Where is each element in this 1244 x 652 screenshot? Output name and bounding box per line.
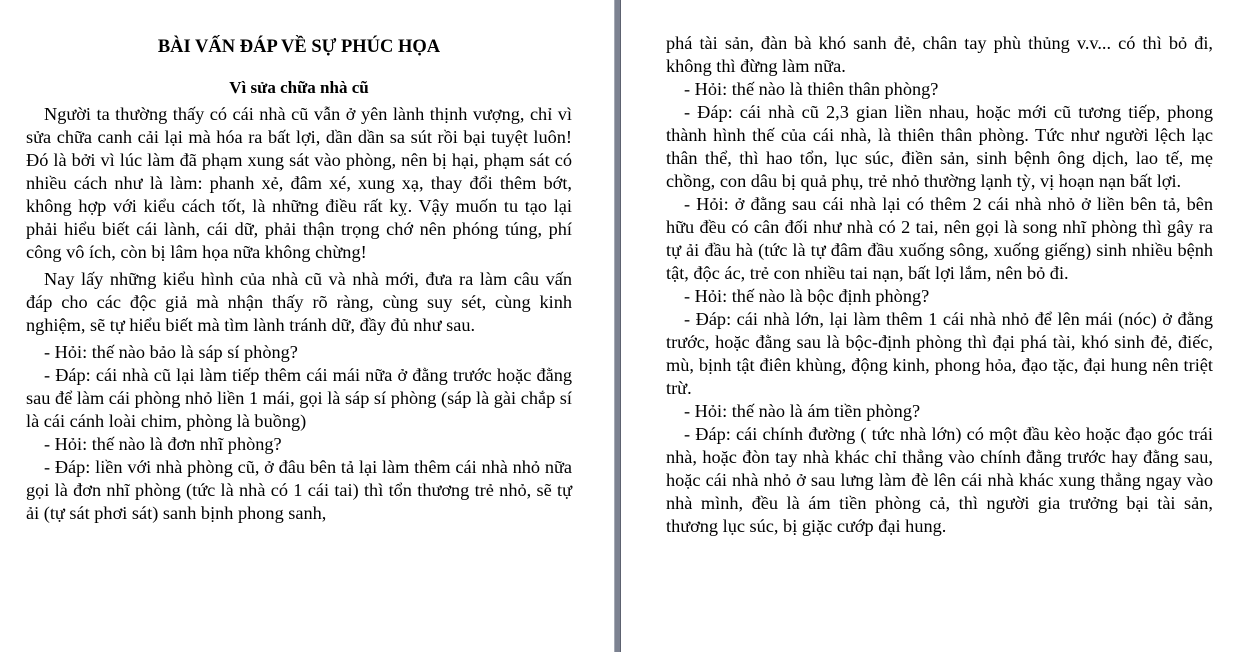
- answer-item: - Đáp: cái nhà cũ lại làm tiếp thêm cái mái nữa ở đằng trước hoặc đằng sau để làm cái phòng nhỏ liền 1 mái, gọi là sáp sí phòng (sáp là gài chắp sí là cái cánh loài chim, phòng là buồng): [26, 365, 572, 431]
- answer-item: - Đáp: liền với nhà phòng cũ, ở đâu bên tả lại làm thêm cái nhà nhỏ nữa gọi là đơn nhĩ phòng (tức là nhà có 1 cái tai) thì tổn thương trẻ nhỏ, sẽ tự ải (tự sát phơi sát) sanh bịnh phong sanh,: [26, 457, 572, 523]
- answer-item: - Đáp: cái chính đường ( tức nhà lớn) có một đầu kèo hoặc đạo góc trái nhà, hoặc đòn tay nhà khác chỉ thẳng vào chính đằng trước hay đằng sau, hoặc cái nhà nhỏ ở sau lưng làm đè lên cái nhà khác xung thẳng ngay vào nhà mình, đều là ám tiền phòng cả, thì người gia trưởng bại tài sản, thương lục súc, bị giặc cướp đại hung.: [666, 424, 1213, 536]
- intro-paragraph: Người ta thường thấy có cái nhà cũ vẫn ở yên lành thịnh vượng, chỉ vì sửa chữa canh cải lại mà hóa ra bất lợi, dần dần sa sút rồi bại tuyệt luôn! Đó là bởi vì lúc làm đã phạm xung sát vào phòng, nên bị hại, phạm sát có nhiều cách như là làm: phanh xẻ, đâm xé, xung xạ, thay đổi thêm bớt, không hợp với kiểu cách tốt, là những điều rất kỵ. Vậy muốn tu tạo lại phải hiểu biết cái lành, cái dữ, phải thận trọng chớ nên phóng túng, phí công vô ích, còn bị lâm họa nữa không chừng!: [26, 104, 572, 262]
- question-item: - Hỏi: thế nào là ám tiền phòng?: [684, 401, 921, 421]
- question-item: - Hỏi: thế nào là đơn nhĩ phòng?: [44, 434, 282, 454]
- continuation-text: phá tài sản, đàn bà khó sanh đẻ, chân tay phù thủng v.v... có thì bỏ đi, không thì đừng làm nữa.: [666, 33, 1213, 76]
- section-subtitle: Vì sửa chữa nhà cũ: [229, 78, 369, 97]
- question-item: - Hỏi: ở đằng sau cái nhà lại có thêm 2 cái nhà nhỏ ở liền bên tả, bên hữu đều có cân đối như nhà có 2 tai, nên gọi là song nhĩ phòng thì gây ra tự ải đầu hà (tức là tự đâm đầu xuống sông, xuống giếng) sinh nhiều bệnh tật, độc ác, trẻ con nhiều tai nạn, bất lợi lắm, nên bỏ đi.: [666, 194, 1213, 283]
- page-divider: [614, 0, 621, 652]
- right-page: [666, 0, 1213, 649]
- answer-item: - Đáp: cái nhà lớn, lại làm thêm 1 cái nhà nhỏ để lên mái (nóc) ở đằng trước, hoặc đằng sau là bộc-định phòng thì đại phá tài, khó sinh đẻ, điếc, mù, bịnh tật điên khùng, động kinh, phong hỏa, đạo tặc, đại hung nên triệt trừ.: [666, 309, 1213, 398]
- question-item: - Hỏi: thế nào là thiên thân phòng?: [684, 79, 939, 99]
- left-page: [26, 0, 572, 652]
- question-item: - Hỏi: thế nào là bộc định phòng?: [684, 286, 930, 306]
- document-title: BÀI VẤN ĐÁP VỀ SỰ PHÚC HỌA: [157, 37, 441, 57]
- question-item: - Hỏi: thế nào bảo là sáp sí phòng?: [44, 342, 298, 362]
- intro-paragraph: Nay lấy những kiểu hình của nhà cũ và nhà mới, đưa ra làm câu vấn đáp cho các độc giả mà nhận thấy rõ ràng, cùng suy sét, cùng kinh nghiệm, sẽ tự hiểu biết mà tìm lành tránh dữ, đầy đủ như sau.: [26, 269, 572, 335]
- answer-item: - Đáp: cái nhà cũ 2,3 gian liền nhau, hoặc mới cũ tương tiếp, phong thành hình thế của cái nhà, là thiên thân phòng. Tức như người lệch lạc thân thể, thì hao tổn, lục súc, điền sản, sinh bệnh ông dịch, lao tế, mẹ chồng, con dâu bị quả phụ, trẻ nhỏ thường lạnh tỳ, vị hoạn nạn bất lợi.: [666, 102, 1213, 191]
